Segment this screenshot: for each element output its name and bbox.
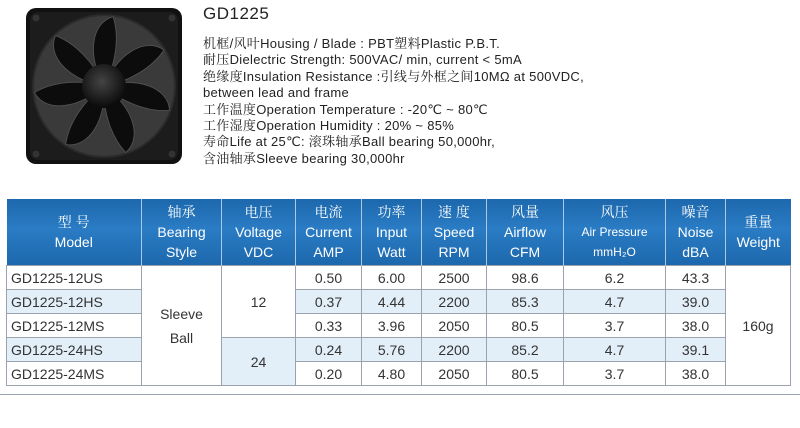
- cell-voltage-12: 12: [222, 266, 296, 338]
- cell-amp: 0.50: [296, 266, 362, 290]
- cell-watt: 6.00: [362, 266, 422, 290]
- cell-model: GD1225-24MS: [7, 362, 142, 386]
- header-airflow: 风量 Airflow CFM: [487, 199, 564, 266]
- header-voltage: 电压 Voltage VDC: [222, 199, 296, 266]
- header-weight: 重量 Weight: [726, 199, 791, 266]
- header-power: 功率 Input Watt: [362, 199, 422, 266]
- cell-watt: 4.80: [362, 362, 422, 386]
- header-pressure: 风压 Air Pressure mmH₂O: [564, 199, 666, 266]
- cell-rpm: 2050: [422, 314, 487, 338]
- cell-pressure: 4.7: [564, 290, 666, 314]
- cell-cfm: 85.2: [487, 338, 564, 362]
- table-header-row: [7, 199, 791, 266]
- table-row: [7, 362, 791, 386]
- cell-noise: 38.0: [666, 314, 726, 338]
- table-row: [7, 290, 791, 314]
- divider: [0, 394, 800, 395]
- cell-rpm: 2050: [422, 362, 487, 386]
- spec-temperature: 工作温度Operation Temperature : -20℃ ~ 80℃: [203, 101, 488, 117]
- cell-cfm: 80.5: [487, 362, 564, 386]
- header-bearing: 轴承 Bearing Style: [142, 199, 222, 266]
- header-noise: 噪音 Noise dBA: [666, 199, 726, 266]
- cell-weight: 160g: [726, 266, 791, 386]
- cell-amp: 0.33: [296, 314, 362, 338]
- spec-insulation: 绝缘度Insulation Resistance :引线与外框之间10MΩ at 500VDC,: [203, 68, 585, 84]
- cell-model: GD1225-12HS: [7, 290, 142, 314]
- header-current: 电流 Current AMP: [296, 199, 362, 266]
- cell-pressure: 3.7: [564, 362, 666, 386]
- cell-rpm: 2200: [422, 338, 487, 362]
- cell-voltage-24: 24: [222, 338, 296, 386]
- spec-dielectric: 耐压Dielectric Strength: 500VAC/ min, current < 5mA: [203, 52, 522, 68]
- cell-amp: 0.24: [296, 338, 362, 362]
- cell-noise: 39.0: [666, 290, 726, 314]
- product-model-heading: GD1225: [203, 4, 270, 23]
- cell-model: GD1225-12US: [7, 266, 142, 290]
- cell-cfm: 80.5: [487, 314, 564, 338]
- cell-cfm: 98.6: [487, 266, 564, 290]
- spec-table: [6, 199, 791, 386]
- spec-humidity: 工作湿度Operation Humidity : 20% ~ 85%: [203, 118, 455, 134]
- cell-pressure: 4.7: [564, 338, 666, 362]
- cell-rpm: 2200: [422, 290, 487, 314]
- fan-icon: [24, 6, 184, 166]
- table-row: [7, 266, 791, 290]
- cell-watt: 3.96: [362, 314, 422, 338]
- cell-amp: 0.20: [296, 362, 362, 386]
- specs-block: [203, 36, 793, 167]
- cell-pressure: 3.7: [564, 314, 666, 338]
- spec-life-ball: 寿命Life at 25℃: 滚珠轴承Ball bearing 50,000hr,: [203, 134, 496, 150]
- cell-noise: 39.1: [666, 338, 726, 362]
- cell-model: GD1225-24HS: [7, 338, 142, 362]
- cell-cfm: 85.3: [487, 290, 564, 314]
- cell-bearing: Sleeve Ball: [142, 266, 222, 386]
- cell-amp: 0.37: [296, 290, 362, 314]
- cell-watt: 4.44: [362, 290, 422, 314]
- spec-life-sleeve: 含油轴承Sleeve bearing 30,000hr: [203, 150, 405, 166]
- cell-watt: 5.76: [362, 338, 422, 362]
- table-row: [7, 314, 791, 338]
- cell-pressure: 6.2: [564, 266, 666, 290]
- cell-model: GD1225-12MS: [7, 314, 142, 338]
- spec-housing: 机框/风叶Housing / Blade : PBT塑料Plastic P.B.T.: [203, 36, 501, 51]
- table-row: [7, 338, 791, 362]
- cell-noise: 38.0: [666, 362, 726, 386]
- cell-noise: 43.3: [666, 266, 726, 290]
- cell-rpm: 2500: [422, 266, 487, 290]
- header-model: 型 号 Model: [7, 199, 142, 266]
- header-speed: 速 度 Speed RPM: [422, 199, 487, 266]
- spec-insulation-cont: between lead and frame: [203, 85, 350, 101]
